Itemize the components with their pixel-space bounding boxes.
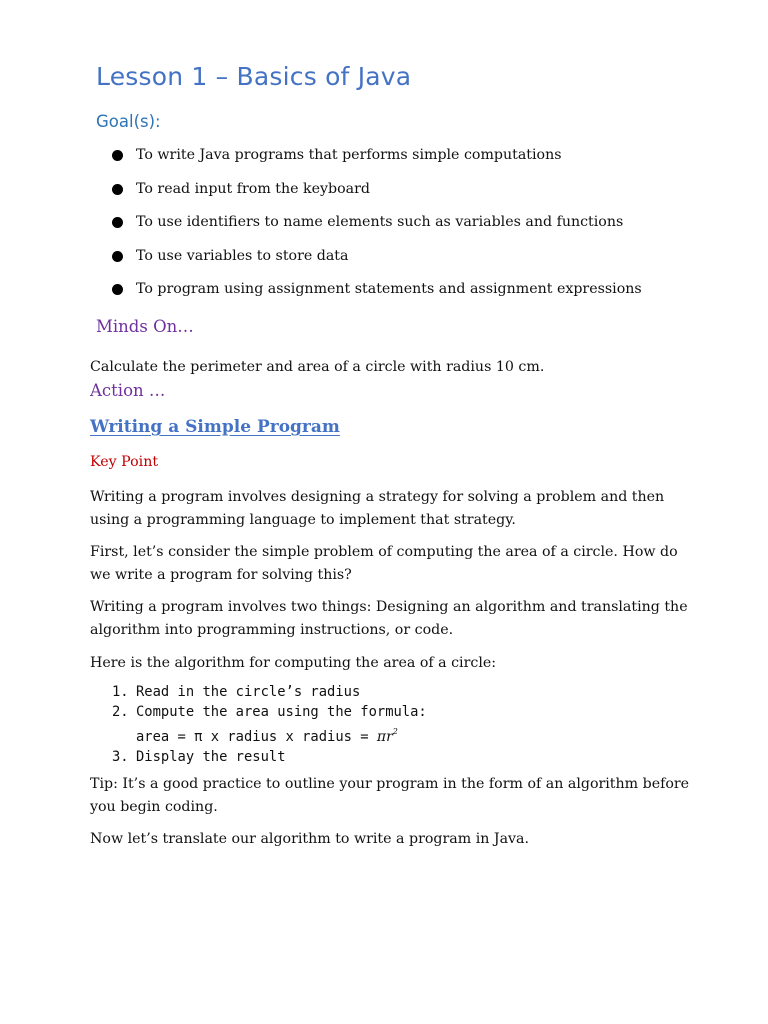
step-number: 3. <box>112 749 129 765</box>
goal-text: To use identifiers to name elements such as variables and functions <box>136 214 624 230</box>
step-text: Compute the area using the formula: <box>136 704 427 720</box>
goal-item <box>112 246 642 280</box>
paragraph: First, let’s consider the simple problem of computing the area of a circle. How do we write a program for solving this? <box>90 544 678 583</box>
bullet-icon <box>112 217 123 228</box>
goal-item <box>112 179 642 213</box>
goals-list <box>112 145 642 313</box>
goal-item <box>112 279 642 313</box>
step-text: Read in the circle’s radius <box>136 684 361 700</box>
algorithm-list <box>112 682 427 767</box>
key-point-label: Key Point <box>90 454 159 470</box>
formula-math: $\pi r^2$ <box>376 727 398 745</box>
step-number: 1. <box>112 684 129 700</box>
goal-text: To program using assignment statements and assignment expressions <box>136 281 642 297</box>
step-number: 2. <box>112 704 129 720</box>
goal-text: To write Java programs that performs simple computations <box>136 147 562 163</box>
minds-on-heading: Minds On… <box>96 317 194 336</box>
minds-on-text: Calculate the perimeter and area of a circle with radius 10 cm. <box>90 359 545 375</box>
algorithm-step <box>112 682 427 702</box>
action-heading: Action … <box>90 381 166 400</box>
bullet-icon <box>112 284 123 295</box>
formula-text: area = π x radius x radius = <box>136 729 377 745</box>
formula-line <box>136 722 427 747</box>
step-text: Display the result <box>136 749 286 765</box>
tip-paragraph: Tip: It’s a good practice to outline your program in the form of an algorithm before you begin coding. <box>90 776 690 815</box>
algorithm-step <box>112 747 427 767</box>
goal-item <box>112 145 642 179</box>
lesson-title: Lesson 1 – Basics of Java <box>96 62 412 91</box>
closing-paragraph: Now let’s translate our algorithm to write a program in Java. <box>90 831 530 847</box>
bullet-icon <box>112 251 123 262</box>
formula-exponent: 2 <box>392 727 398 736</box>
paragraph: Writing a program involves two things: Designing an algorithm and translating the algorithm into programming instructions, or code. <box>90 599 688 638</box>
paragraph: Writing a program involves designing a strategy for solving a problem and then using a programming language to implement that strategy. <box>90 489 665 528</box>
paragraph: Here is the algorithm for computing the area of a circle: <box>90 655 497 671</box>
bullet-icon <box>112 150 123 161</box>
section-heading: Writing a Simple Program <box>90 417 340 437</box>
algorithm-step <box>112 702 427 747</box>
bullet-icon <box>112 184 123 195</box>
goal-text: To read input from the keyboard <box>136 180 370 197</box>
goals-heading: Goal(s): <box>96 112 161 131</box>
goal-text: To use variables to store data <box>136 247 349 264</box>
goal-item <box>112 212 642 246</box>
